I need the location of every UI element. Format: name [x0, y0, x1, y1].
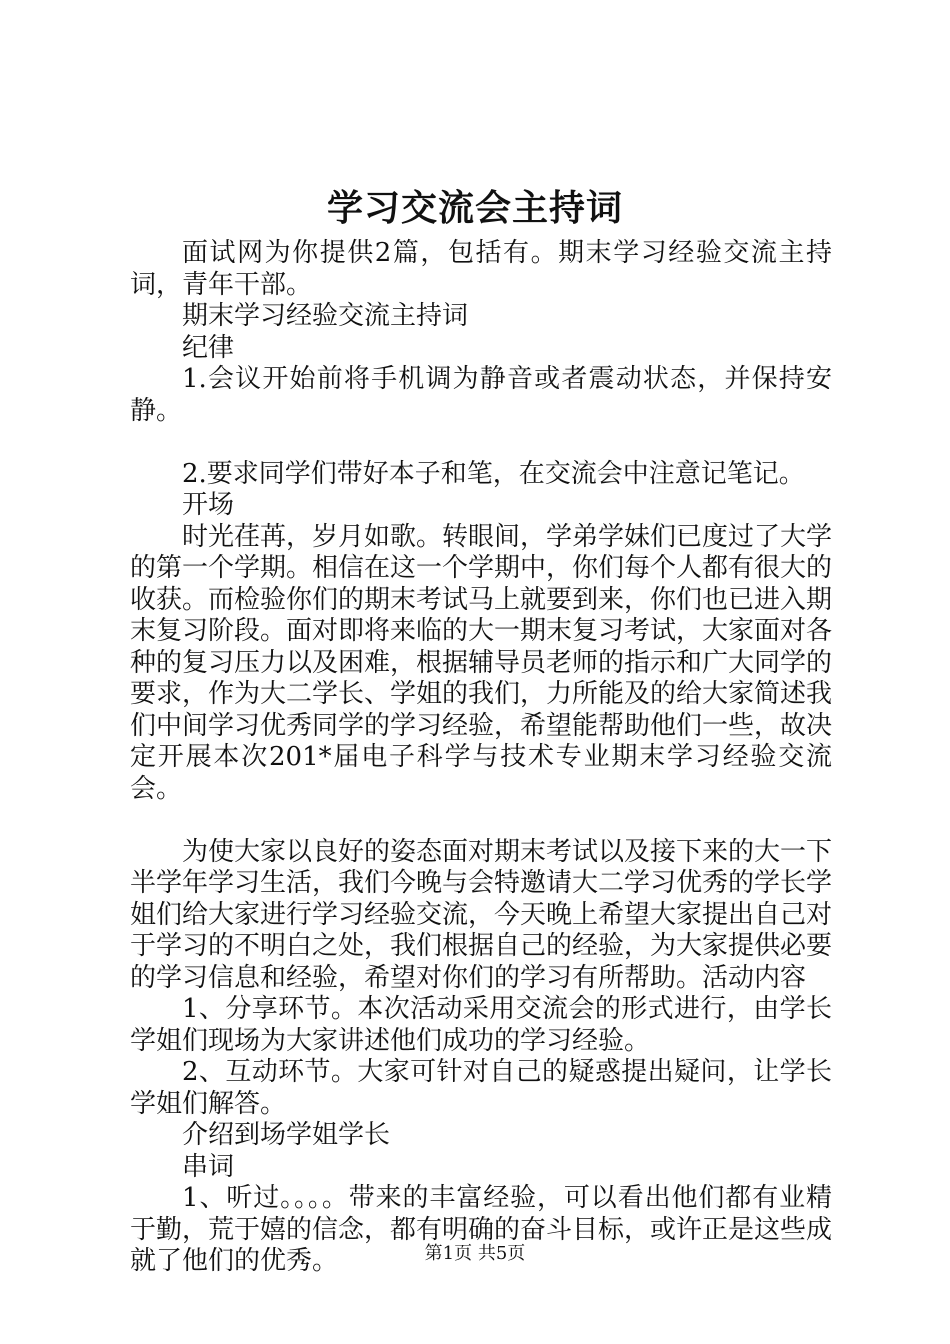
page-number-footer: 第1页 共5页 [424, 1243, 526, 1264]
paragraph-rule-2: 2.要求同学们带好本子和笔，在交流会中注意记笔记。 [182, 458, 805, 489]
paragraph-rule-1: 1.会议开始前将手机调为静音或者震动状态，并保持安静。 [130, 364, 832, 426]
heading-opening: 开场 [182, 490, 235, 520]
paragraph-activity-1: 1、分享环节。本次活动采用交流会的形式进行，由学长学姐们现场为大家讲述他们成功的学习经验。 [130, 994, 832, 1056]
document-title: 学习交流会主持词 [326, 187, 623, 229]
paragraph-opening: 时光荏苒，岁月如歌。转眼间，学弟学妹们已度过了大学的第一个学期。相信在这一个学期中，你们每个人都有很大的收获。而检验你们的期末考试马上就要到来，你们也已进入期末复习阶段。面对即将来临的大一期末复习考试，大家面对各种的复习压力以及困难，根据辅导员老师的指示和广大同学的要求，作为大二学长、学姐的我们，力所能及的给大家简述我们中间学习优秀同学的学习经验，希望能帮助他们一些，故决定开展本次201*届电子科学与技术专业期末学习经验交流会。 [130, 521, 833, 804]
document-body [130, 238, 832, 1278]
paragraph-activity-2: 2、互动环节。大家可针对自己的疑惑提出疑问，让学长学姐们解答。 [130, 1057, 832, 1119]
heading-discipline: 纪律 [182, 332, 235, 363]
paragraph-intro: 面试网为你提供2篇，包括有。期末学习经验交流主持词，青年干部。 [130, 238, 832, 300]
paragraph-subtitle: 期末学习经验交流主持词 [182, 301, 469, 331]
heading-transition: 串词 [182, 1151, 235, 1182]
paragraph-purpose: 为使大家以良好的姿态面对期末考试以及接下来的大一下半学年学习生活，我们今晚与会特邀请大二学习优秀的学长学姐们给大家进行学习经验交流，今天晚上希望大家提出自己对于学习的不明白之处，我们根据自己的经验，为大家提供必要的学习信息和经验，希望对你们的学习有所帮助。活动内容 [130, 836, 833, 993]
heading-introduce: 介绍到场学姐学长 [182, 1120, 391, 1150]
paragraph-transition-1: 1、听过。。。。带来的丰富经验，可以看出他们都有业精于勤，荒于嬉的信念，都有明确的奋斗目标，或许正是这些成就了他们的优秀。 [130, 1183, 833, 1276]
